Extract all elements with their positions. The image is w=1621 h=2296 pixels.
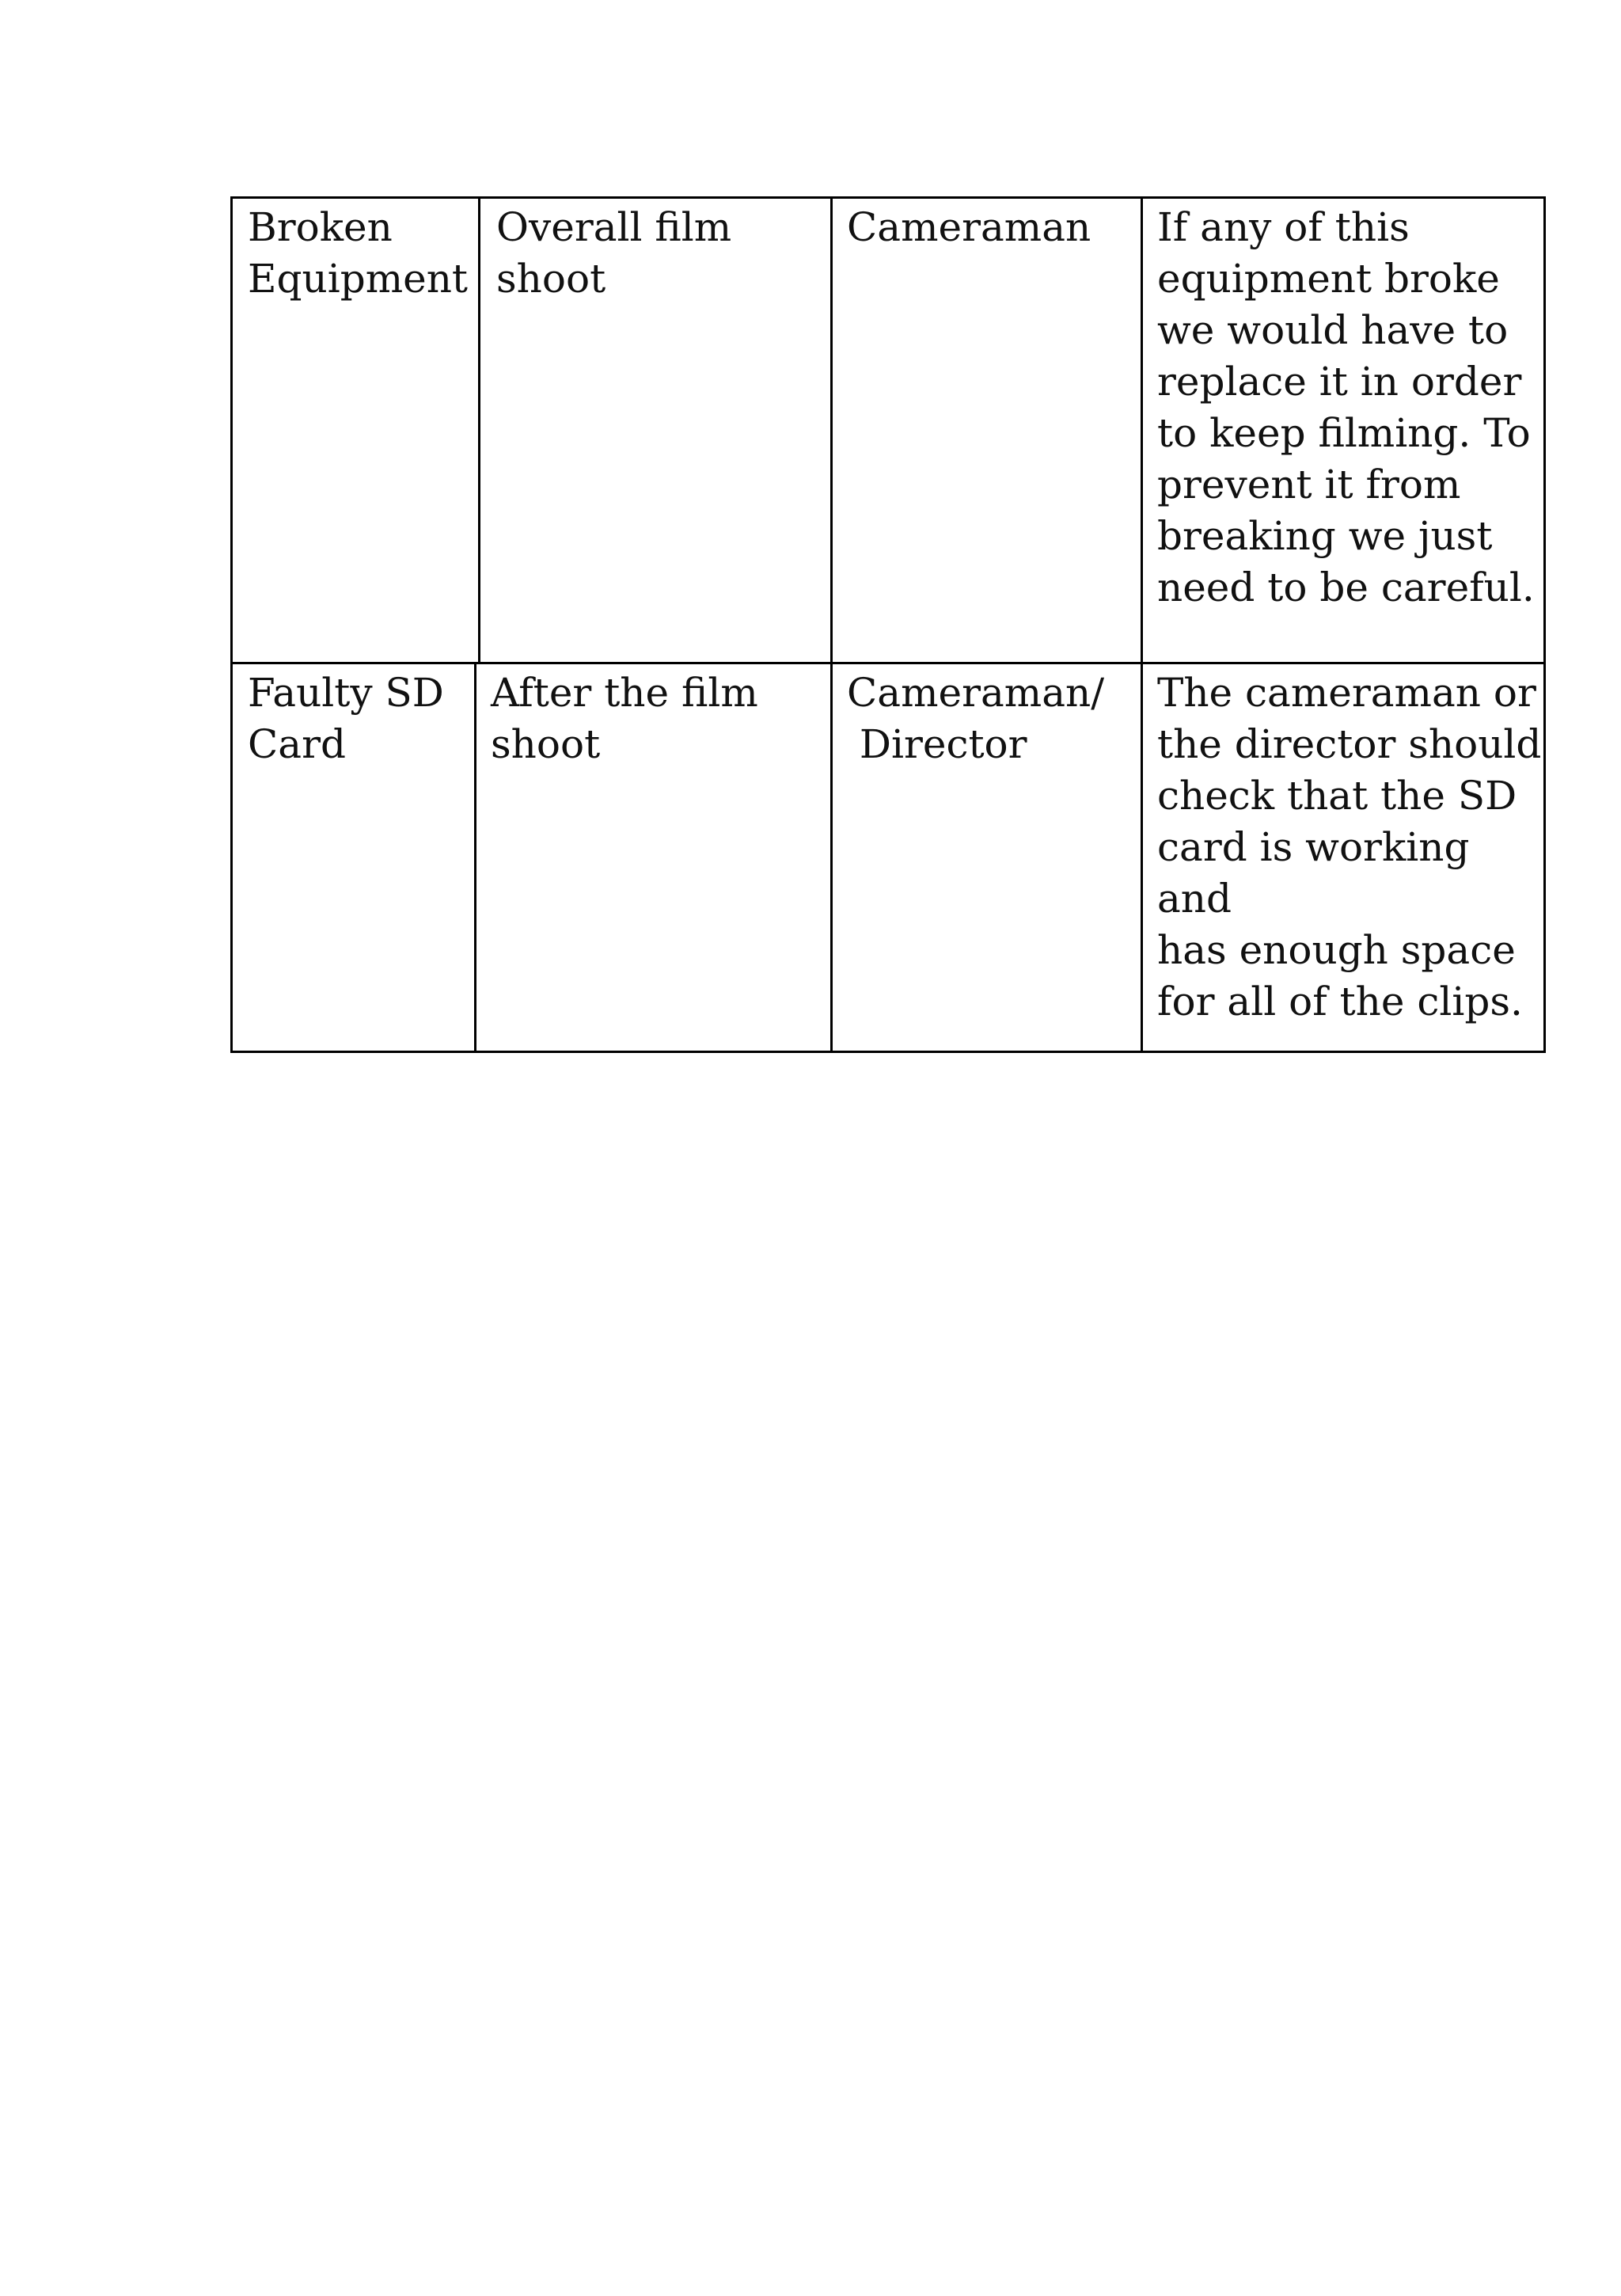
action-cell: If any of this equipment broke we would have to replace it in order to keep filming. To prevent it from breaking we just need to be careful. — [1157, 204, 1535, 610]
column-divider — [1141, 664, 1143, 1051]
column-divider — [830, 664, 833, 1051]
timing-cell: After the film shoot — [491, 670, 758, 767]
column-divider — [478, 199, 480, 662]
risk-cell: Faulty SD Card — [248, 670, 444, 767]
risk-cell: Broken Equipment — [248, 204, 469, 302]
column-divider — [474, 664, 476, 1051]
table-row — [233, 199, 1543, 664]
responsible-cell: Cameraman — [847, 204, 1091, 250]
column-divider — [1141, 199, 1143, 662]
risk-table — [230, 196, 1546, 1053]
responsible-cell: Cameraman/ Director — [847, 670, 1105, 767]
table-row — [233, 664, 1543, 1051]
timing-cell: Overall film shoot — [496, 204, 732, 302]
action-cell: The cameraman or the director should check that the SD card is working and has enough space for all of the clips. — [1157, 670, 1542, 1024]
column-divider — [830, 199, 833, 662]
